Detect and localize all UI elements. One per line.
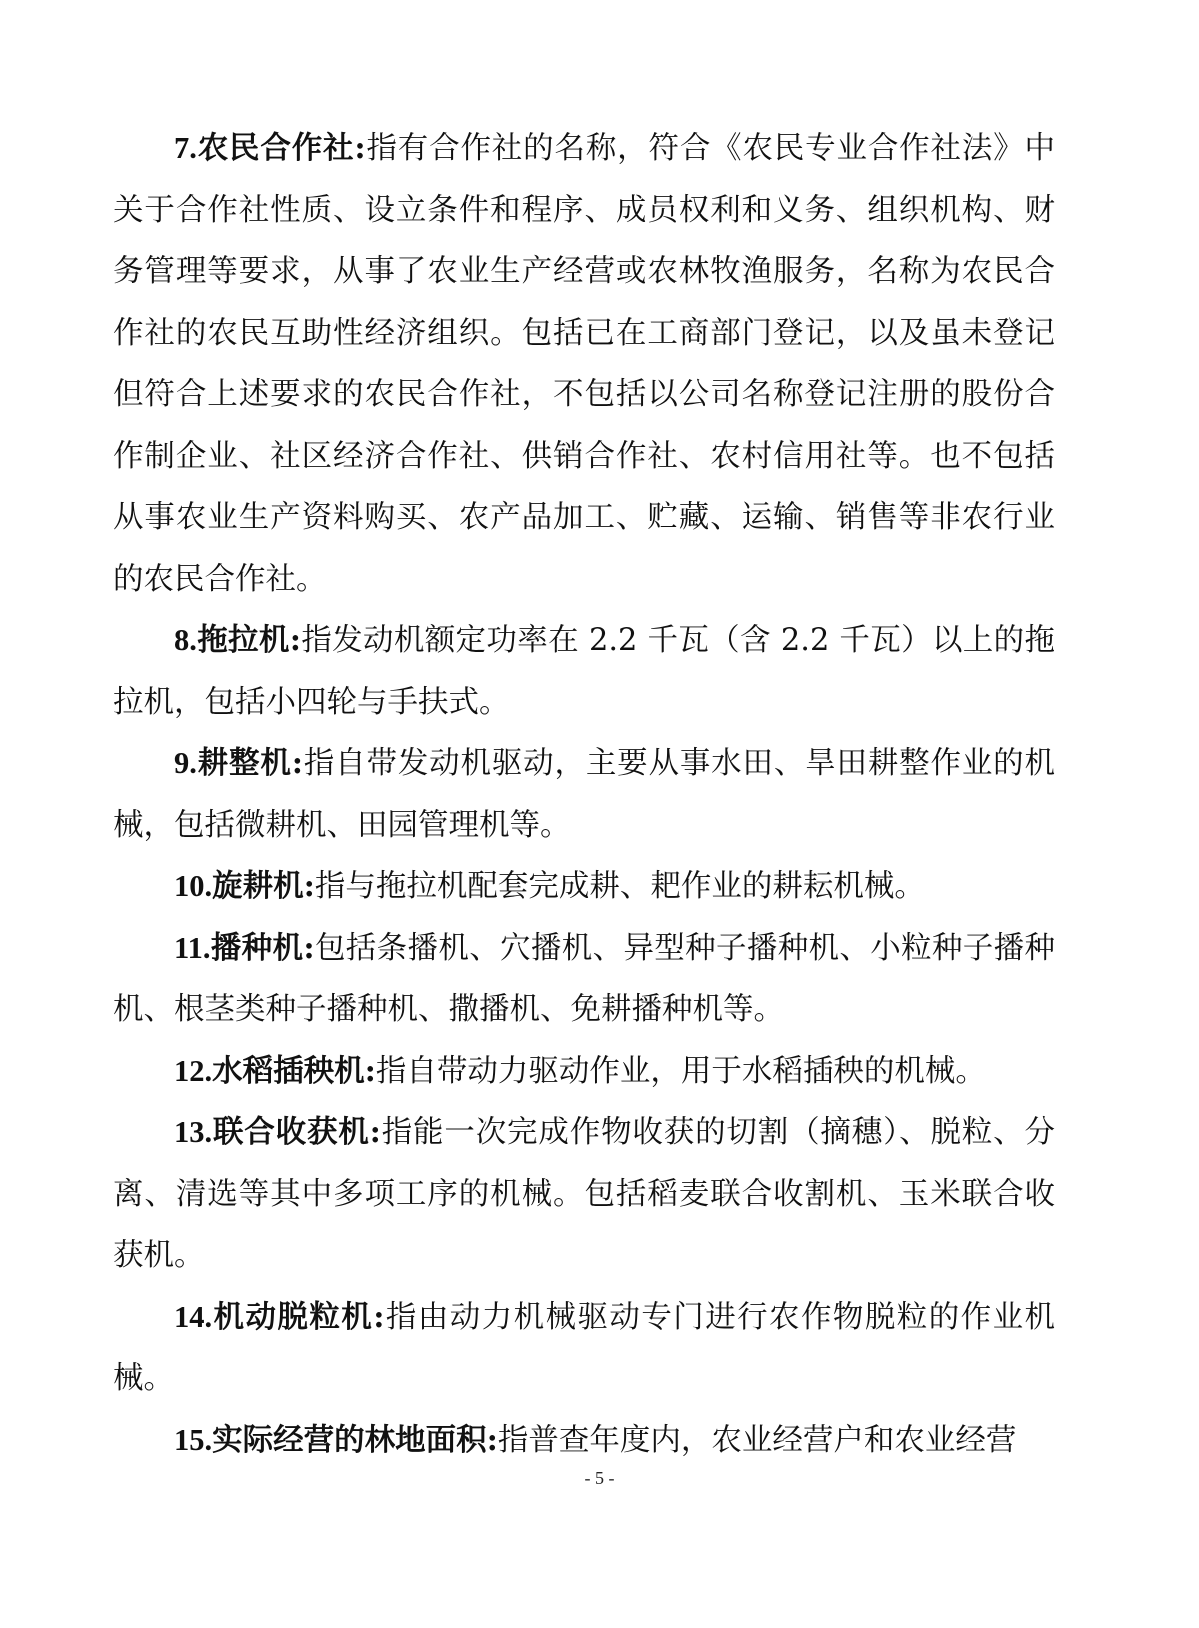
item-term: 农民合作社: (196, 130, 366, 166)
document-body (113, 118, 1055, 1471)
paragraph-item-10 (113, 856, 1055, 918)
item-term: 拖拉机: (196, 622, 301, 658)
item-number: 10. (174, 869, 213, 903)
paragraph-item-15 (113, 1410, 1055, 1472)
item-definition: 指自带动力驱动作业，用于水稻插秧的机械。 (375, 1053, 986, 1089)
item-term: 实际经营的林地面积: (212, 1421, 498, 1458)
item-number: 7. (174, 131, 197, 165)
item-term: 水稻插秧机: (212, 1052, 376, 1089)
item-term: 旋耕机: (212, 868, 315, 904)
item-term: 播种机: (210, 929, 315, 966)
paragraph-item-14 (113, 1287, 1055, 1410)
page-number: - 5 - (584, 1468, 615, 1488)
item-definition: 指发动机额定功率在 2.2 千瓦（含 2.2 千瓦）以上的拖拉机，包括小四轮与手扶式。 (113, 623, 1055, 720)
item-number: 8. (174, 623, 197, 657)
item-definition: 指有合作社的名称，符合《农民专业合作社法》中关于合作社性质、设立条件和程序、成员权利和义务、组织机构、财务管理等要求，从事了农业生产经营或农林牧渔服务，名称为农民合作社的农民互助性经济组织。包括已在工商部门登记，以及虽未登记但符合上述要求的农民合作社，不包括以公司名称登记注册的股份合作制企业、社区经济合作社、供销合作社、农村信用社等。也不包括从事农业生产资料购买、农产品加工、贮藏、运输、销售等非农行业的农民合作社。 (113, 131, 1055, 597)
item-definition: 指能一次完成作物收获的切割（摘穗）、脱粒、分离、清选等其中多项工序的机械。包括稻麦联合收割机、玉米联合收获机。 (113, 1115, 1055, 1273)
item-definition: 指普查年度内，农业经营户和农业经营 (497, 1422, 1017, 1458)
item-number: 15. (174, 1422, 213, 1457)
item-term: 联合收获机: (212, 1114, 381, 1150)
paragraph-item-8 (113, 610, 1055, 733)
item-definition: 指由动力机械驱动专门进行农作物脱粒的作业机械。 (113, 1299, 1055, 1396)
paragraph-item-13 (113, 1102, 1055, 1287)
item-term: 耕整机: (196, 745, 303, 781)
item-definition: 指与拖拉机配套完成耕、耙作业的耕耘机械。 (314, 869, 925, 904)
item-number: 11. (174, 930, 211, 965)
item-number: 14. (174, 1299, 213, 1334)
paragraph-item-9 (113, 733, 1055, 856)
item-number: 12. (174, 1053, 213, 1088)
item-number: 9. (174, 746, 197, 780)
item-definition: 指自带发动机驱动，主要从事水田、旱田耕整作业的机械，包括微耕机、田园管理机等。 (113, 746, 1056, 843)
item-term: 机动脱粒机: (212, 1298, 385, 1335)
paragraph-item-7 (113, 118, 1055, 610)
item-definition: 包括条播机、穴播机、异型种子播种机、小粒种子播种机、根茎类种子播种机、撒播机、免耕播种机等。 (113, 930, 1055, 1027)
paragraph-item-12 (113, 1041, 1055, 1103)
item-number: 13. (174, 1115, 213, 1149)
paragraph-item-11 (113, 918, 1055, 1041)
